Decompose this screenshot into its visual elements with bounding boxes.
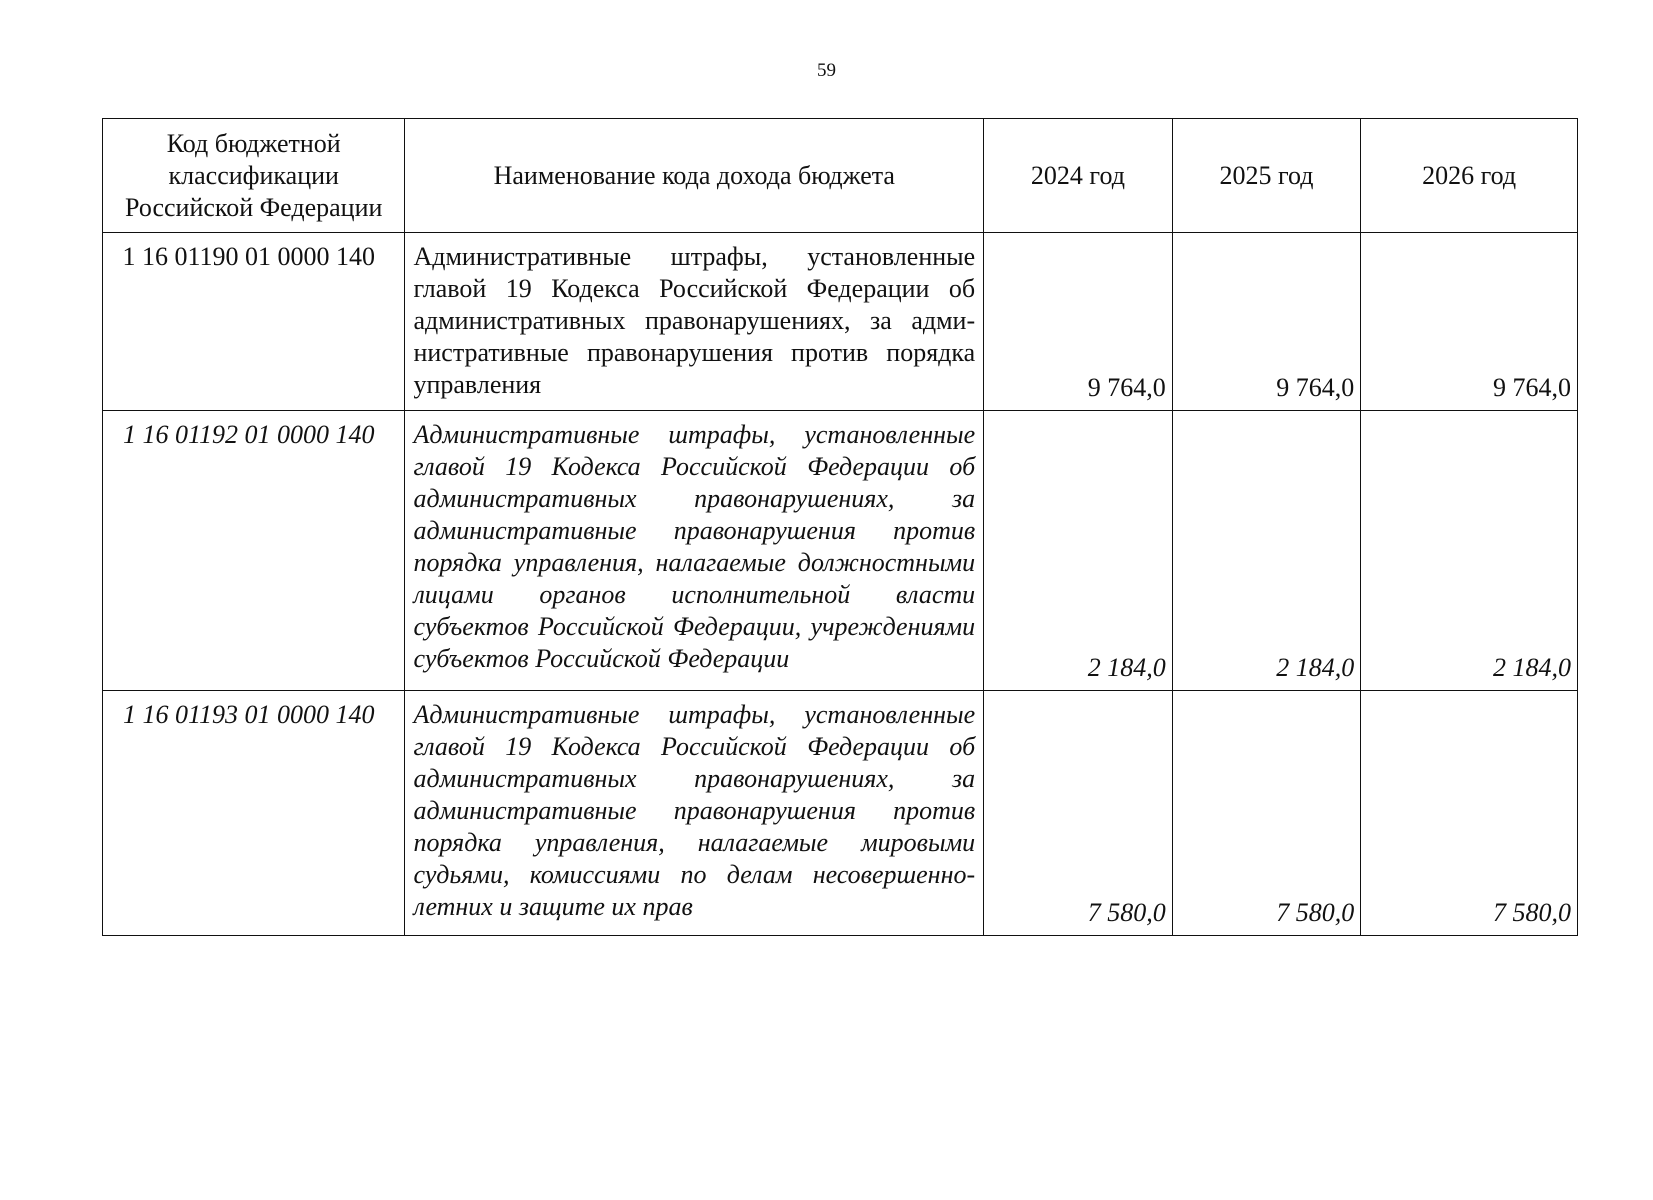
row-value-2025: 2 184,0 [1172, 411, 1361, 691]
header-code: Код бюджетной классификации Российской Федерации [103, 119, 405, 233]
header-2026: 2026 год [1361, 119, 1578, 233]
header-2024: 2024 год [984, 119, 1173, 233]
table-header-row [103, 119, 1578, 233]
table-row [103, 691, 1578, 936]
row-value-2025: 7 580,0 [1172, 691, 1361, 936]
table-row [103, 233, 1578, 411]
row-name: Административные штрафы, установленные главой 19 Кодекса Российской Федерации об административных правонарушениях, за административные правонарушения против порядка управления [405, 233, 984, 411]
budget-revenue-table [102, 118, 1578, 936]
row-name: Административные штрафы, установленные главой 19 Кодекса Российской Федерации об административных правонарушениях, за административные правонарушения против порядка управления, налагаемые должностными лицами органов исполнительной власти субъектов Российской Федерации, учреждениями субъектов Российской Федерации [405, 411, 984, 691]
row-value-2026: 7 580,0 [1361, 691, 1578, 936]
row-value-2024: 2 184,0 [984, 411, 1173, 691]
row-value-2026: 2 184,0 [1361, 411, 1578, 691]
row-code: 1 16 01190 01 0000 140 [103, 233, 405, 411]
page-number: 59 [817, 60, 836, 81]
header-2025: 2025 год [1172, 119, 1361, 233]
row-value-2026: 9 764,0 [1361, 233, 1578, 411]
row-code: 1 16 01193 01 0000 140 [103, 691, 405, 936]
header-name: Наименование кода дохода бюджета [405, 119, 984, 233]
row-value-2025: 9 764,0 [1172, 233, 1361, 411]
row-value-2024: 7 580,0 [984, 691, 1173, 936]
table-row [103, 411, 1578, 691]
row-value-2024: 9 764,0 [984, 233, 1173, 411]
row-code: 1 16 01192 01 0000 140 [103, 411, 405, 691]
row-name: Административные штрафы, установленные главой 19 Кодекса Российской Федерации об административных правонарушениях, за административные правонарушения против порядка управления, налагаемые мировыми судьями, комиссиями по делам несовершеннолетних и защите их прав [405, 691, 984, 936]
